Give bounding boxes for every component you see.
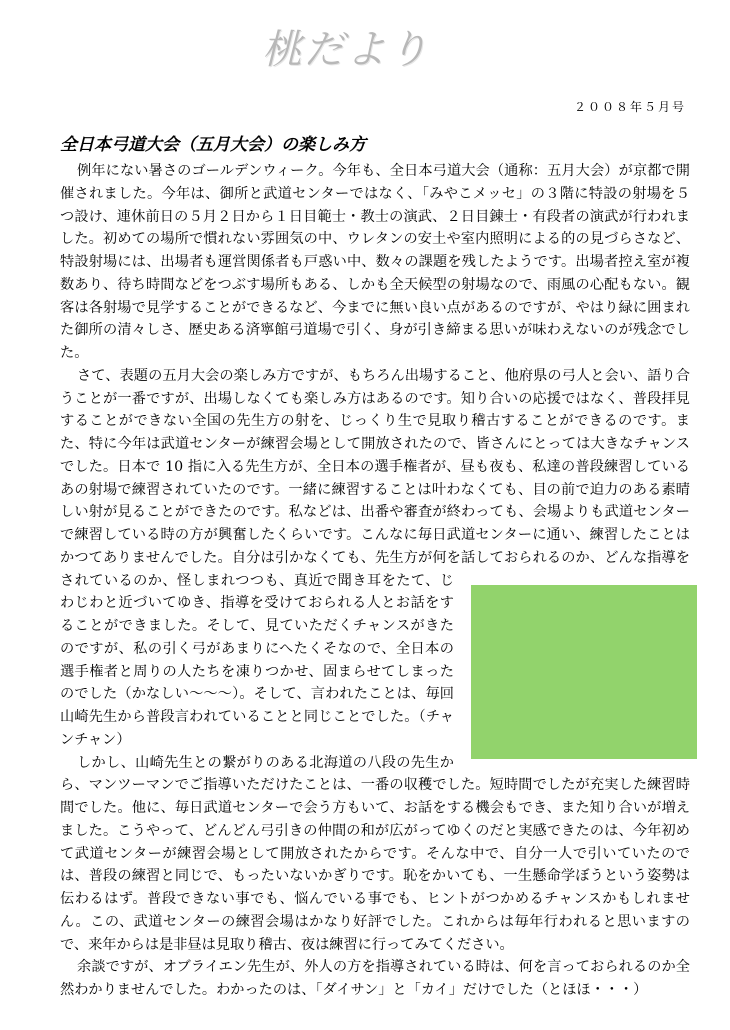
article-headline: 全日本弓道大会（五月大会）の楽しみ方 [60,135,366,155]
paragraph-4: 余談ですが、オブライエン先生が、外人の方を指導されている時は、何を言っておられるのか全然わかりませんでした。わかったのは、「ダイサン」と「カイ」だけでした（とほほ・・・） [60,959,690,998]
newsletter-title: 桃だより [262,27,430,73]
issue-date: ２００８年５月号 [573,100,686,114]
paragraph-1: 例年にない暑さのゴールデンウィーク。今年も、全日本弓道大会（通称：五月大会）が京都で開催されました。今年は、御所と武道センターではなく、「みやこメッセ」の３階に特設の射場を５つ設け、連休前日の５月２日から１日目範士・教士の演武、２日目錬士・有段者の演武が行われました。初めての場所で慣れない雰囲気の中、ウレタンの安土や室内照明による的の見づらさなど、特設射場には、出場者も運営関係者も戸惑い中、数々の課題を残したようです。出場者控え室が複数あり、待ち時間などをつぶす場所もある、しかも全天候型の射場なので、雨風の心配もない。観客は各射場で見学することができるなど、今までに無い良い点があるのですが、やはり緑に囲まれた御所の清々しさ、歴史ある済寧館弓道場で引く、身が引き締まる思いが味わえないのが残念でした。 [60,163,690,361]
paragraph-3: しかし、山崎先生との繋がりのある北海道の八段の先生から、マンツーマンでご指導いただけたことは、一番の収穫でした。短時間でしたが充実した練習時間でした。他に、毎日武道センターで会う方もいて、お話をする機会もでき、また知り合いが増えました。こうやって、どんどん弓引きの仲間の和が広がってゆくのだと実感できたのは、今年初めて武道センターが練習会場として開放されたからです。そんな中で、自分一人で引いていたのでは、普段の練習と同じで、もったいないかぎりです。恥をかいても、一生懸命学ぼうという姿勢は伝わるはず。普段できない事でも、悩んでいる事でも、ヒントがつかめるチャンスかもしれません。この、武道センターの練習会場はかなり好評でした。これからは毎年行われると思いますので、来年からは是非昼は見取り稽古、夜は練習に行ってみてください。 [60,754,690,953]
paragraph-2: さて、表題の五月大会の楽しみ方ですが、もちろん出場すること、他府県の弓人と会い、語り合うことが一番ですが、出場しなくても楽しみ方はあるのです。知り合いの応援ではなく、普段拝見することができない全国の先生方の射を、じっくり生で見取り稽古することができるのです。また、特に今年は武道センターが練習会場として開放されたので、皆さんにとっては大きなチャンスでした。日本で 10 指に入る先生方が、全日本の選手権者が、昼も夜も、私達の普段練習しているあの射場で練習されていたのです。一緒に練習することは叶わなくても、目の前で迫力のある素晴しい射が見ることができたのです。私などは、出番や審査が終わっても、会場よりも武道センターで練習している時の方が興奮したくらいです。こんなに毎日武道センターに通い、練習したことはかつてありませんでした。自分は引かなくても、先生方が何を話しておられるのか、どんな指導をされているのか、怪しまれつつも、真近で聞き耳をたて、じわじわと近づいてゆき、指導を受けておられる人とお話をすることができました。そして、見ていただくチャンスがきたのですが、私の引く弓があまりにへたくそなので、全日本の選手権者と周りの人たちを凍りつかせ、固まらせてしまったのでした（かなしい～～～）。そして、言われたことは、毎回山崎先生から普段言われていることと同じことでした。（チャンチャン） [60,365,690,752]
article-body [60,160,690,1002]
green-image-placeholder [471,585,697,759]
